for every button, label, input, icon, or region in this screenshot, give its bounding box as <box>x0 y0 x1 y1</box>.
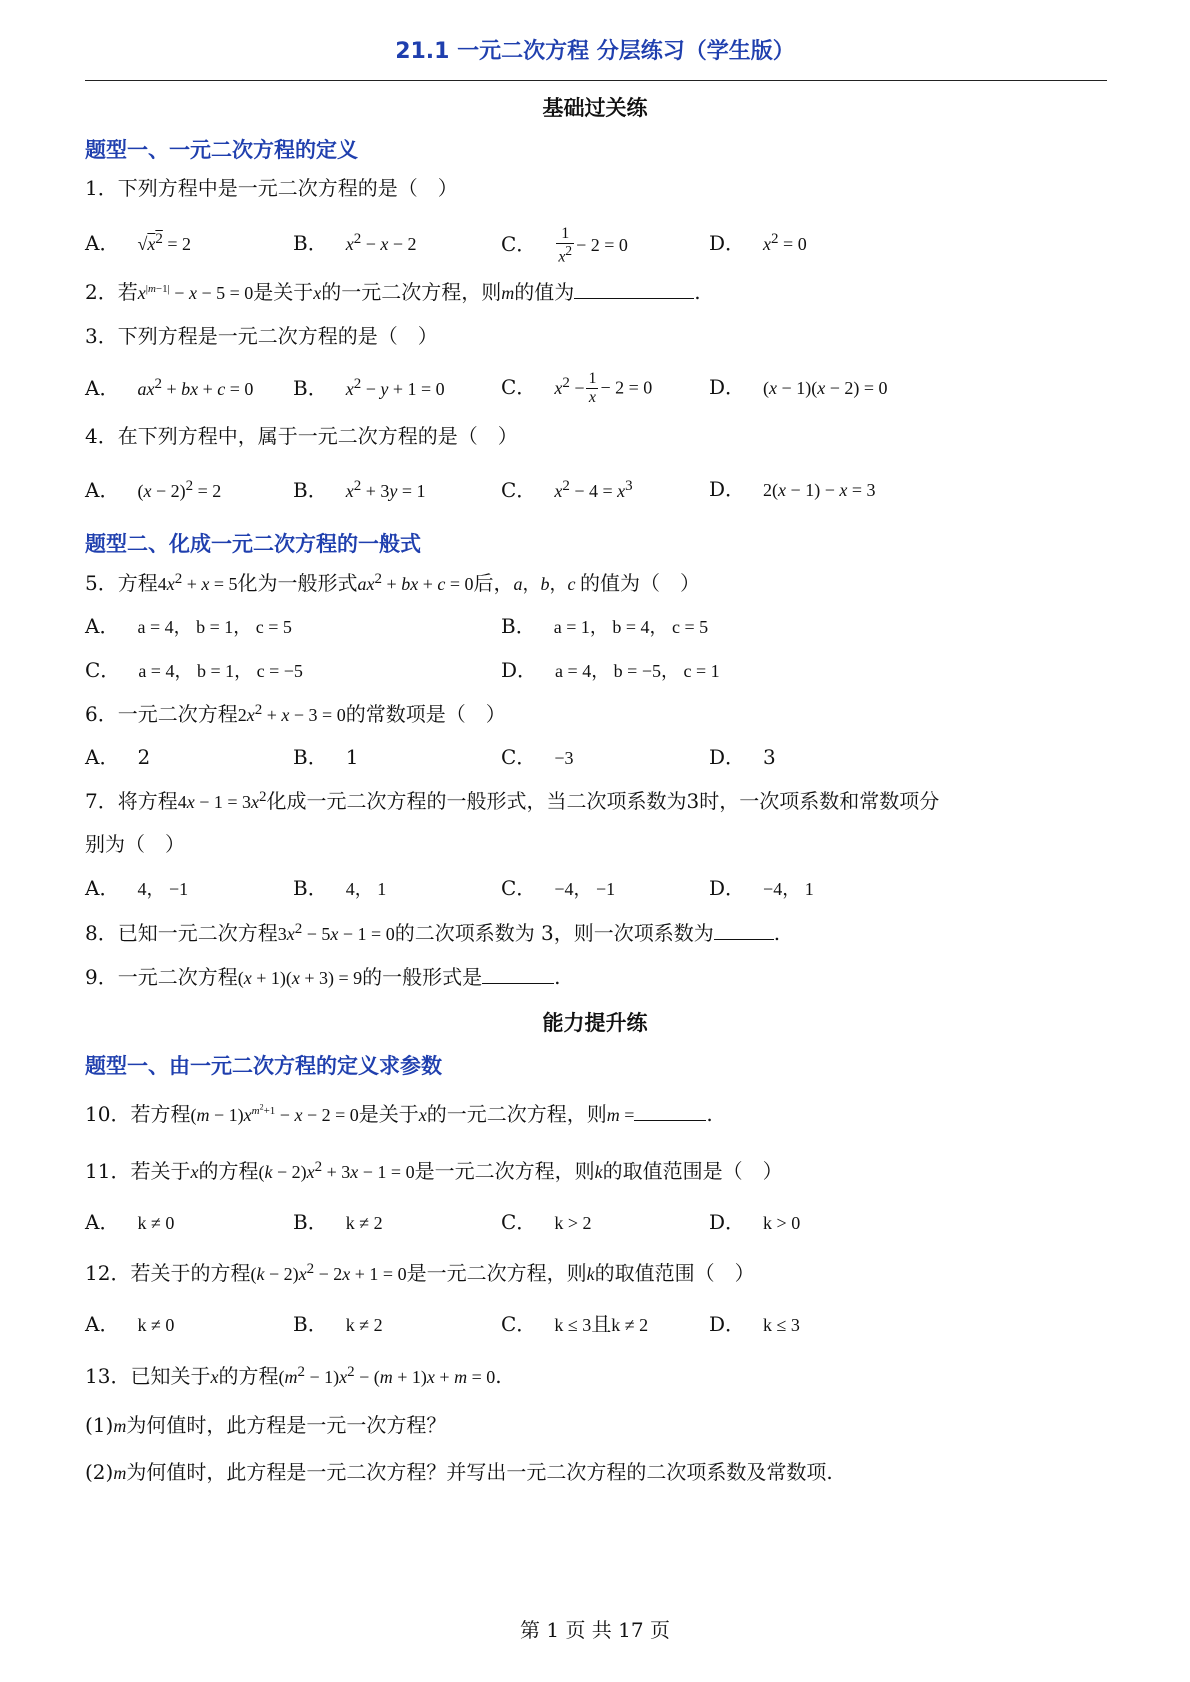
q3-option-c: C． $x^2$ − $\frac{1}{x}$ − 2 = 0 <box>501 370 653 406</box>
question-8: 8．已知一元二次方程$3x^2 - 5x - 1 = 0$的二次项系数为 3，则一次项系数为 . <box>85 921 781 945</box>
q1-option-d: D． $x^2 = 0$ <box>709 231 807 255</box>
q5-option-a: A． a = 4， b = 1， c = 5 <box>85 614 292 638</box>
question-4: 4．在下列方程中，属于一元二次方程的是（ ） <box>85 424 518 448</box>
q4-option-a: A． $(x - 2)^2 = 2$ <box>85 478 222 502</box>
question-13-part-2: (2)m为何值时，此方程是一元二次方程？并写出一元二次方程的二次项系数及常数项. <box>85 1460 833 1484</box>
type-heading-3: 题型一、由一元二次方程的定义求参数 <box>85 1054 442 1078</box>
q5-option-c: C． a = 4， b = 1， c = −5 <box>85 658 303 682</box>
question-13-part-1: (1)m为何值时，此方程是一元一次方程？ <box>85 1413 447 1437</box>
document-title: 21.1 一元二次方程 分层练习（学生版） <box>395 39 795 64</box>
question-1: 1．下列方程中是一元二次方程的是（ ） <box>85 176 458 200</box>
q1-option-a: A． $√x^2 = 2$ <box>85 231 191 255</box>
page-footer: 第 1 页 共 17 页 <box>520 1618 670 1642</box>
q12-option-a: A． k ≠ 0 <box>85 1312 175 1336</box>
type-heading-2: 题型二、化成一元二次方程的一般式 <box>85 532 421 556</box>
q3-option-b: B． $x^2 - y + 1 = 0$ <box>293 376 445 400</box>
q6-option-c: C． −3 <box>501 745 574 769</box>
question-7-line-2: 别为（ ） <box>85 832 185 856</box>
question-6: 6．一元二次方程$2x^2 + x - 3 = 0$的常数项是（ ） <box>85 702 506 726</box>
q6-option-a: A． 2 <box>85 745 151 769</box>
q12-option-b: B． k ≠ 2 <box>293 1312 383 1336</box>
q7-option-c: C． −4， −1 <box>501 876 616 900</box>
q11-option-c: C． k > 2 <box>501 1210 592 1234</box>
answer-blank <box>482 965 554 984</box>
q5-option-d: D． a = 4， b = −5， c = 1 <box>501 658 720 682</box>
q3-option-a: A． $ax^2$ + bx + c = 0 <box>85 376 254 400</box>
question-2: 2．若$x^{|m-1|} - x - 5 = 0$是关于x的一元二次方程，则m的值为 . <box>85 280 701 304</box>
question-5: 5．方程$4x^2 + x = 5$化为一般形式$ax^2$ + bx + c = 0后，a，b，c 的值为（ ） <box>85 571 701 595</box>
type-heading-1: 题型一、一元二次方程的定义 <box>85 138 358 162</box>
q6-option-d: D． 3 <box>709 745 776 769</box>
question-3: 3．下列方程是一元二次方程的是（ ） <box>85 324 438 348</box>
q1-option-b: B． $x^2 - x - 2$ <box>293 231 417 255</box>
q6-option-b: B． 1 <box>293 745 359 769</box>
header-divider <box>85 80 1107 81</box>
question-9: 9．一元二次方程(x + 1)(x + 3) = 9的一般形式是 . <box>85 965 561 989</box>
q4-option-c: C． $x^2 - 4 = x^3$ <box>501 478 633 502</box>
q11-option-b: B． k ≠ 2 <box>293 1210 383 1234</box>
q5-option-b: B． a = 1， b = 4， c = 5 <box>501 614 709 638</box>
q12-option-c: C． k ≤ 3且k ≠ 2 <box>501 1312 649 1336</box>
answer-blank <box>634 1102 706 1121</box>
section-basic: 基础过关练 <box>542 96 648 120</box>
q4-option-d: D． 2(x − 1) − x = 3 <box>709 477 876 501</box>
q11-option-a: A． k ≠ 0 <box>85 1210 175 1234</box>
question-11: 11．若关于x的方程$(k - 2)x^2 + 3x - 1 = 0$是一元二次方程，则k的取值范围是（ ） <box>85 1159 783 1183</box>
q4-option-b: B． $x^2 + 3y = 1$ <box>293 478 426 502</box>
answer-blank <box>574 280 694 299</box>
question-12: 12．若关于的方程$(k - 2)x^2 - 2x + 1 = 0$是一元二次方程，则k的取值范围（ ） <box>85 1261 755 1285</box>
q3-option-d: D． (x − 1)(x − 2) = 0 <box>709 375 888 399</box>
question-10: 10．若方程$(m - 1)x^{m^2+1} - x - 2 = 0$是关于x的一元二次方程，则m = . <box>85 1102 713 1126</box>
question-13: 13．已知关于x的方程$(m^2 - 1)x^2 - (m + 1)x + m = 0$. <box>85 1364 502 1388</box>
q7-option-d: D． −4， 1 <box>709 876 814 900</box>
section-advanced: 能力提升练 <box>542 1011 648 1035</box>
q11-option-d: D． k > 0 <box>709 1210 801 1234</box>
answer-blank <box>714 921 774 940</box>
question-7: 7．将方程$4x - 1 = 3x^2$化成一元二次方程的一般形式，当二次项系数为3时，一次项系数和常数项分 <box>85 789 940 813</box>
q1-option-c: C． $\frac{1}{x^2}$ − 2 = 0 <box>501 225 628 265</box>
q12-option-d: D． k ≤ 3 <box>709 1312 800 1336</box>
q7-option-a: A． 4， −1 <box>85 876 189 900</box>
q7-option-b: B． 4， 1 <box>293 876 387 900</box>
